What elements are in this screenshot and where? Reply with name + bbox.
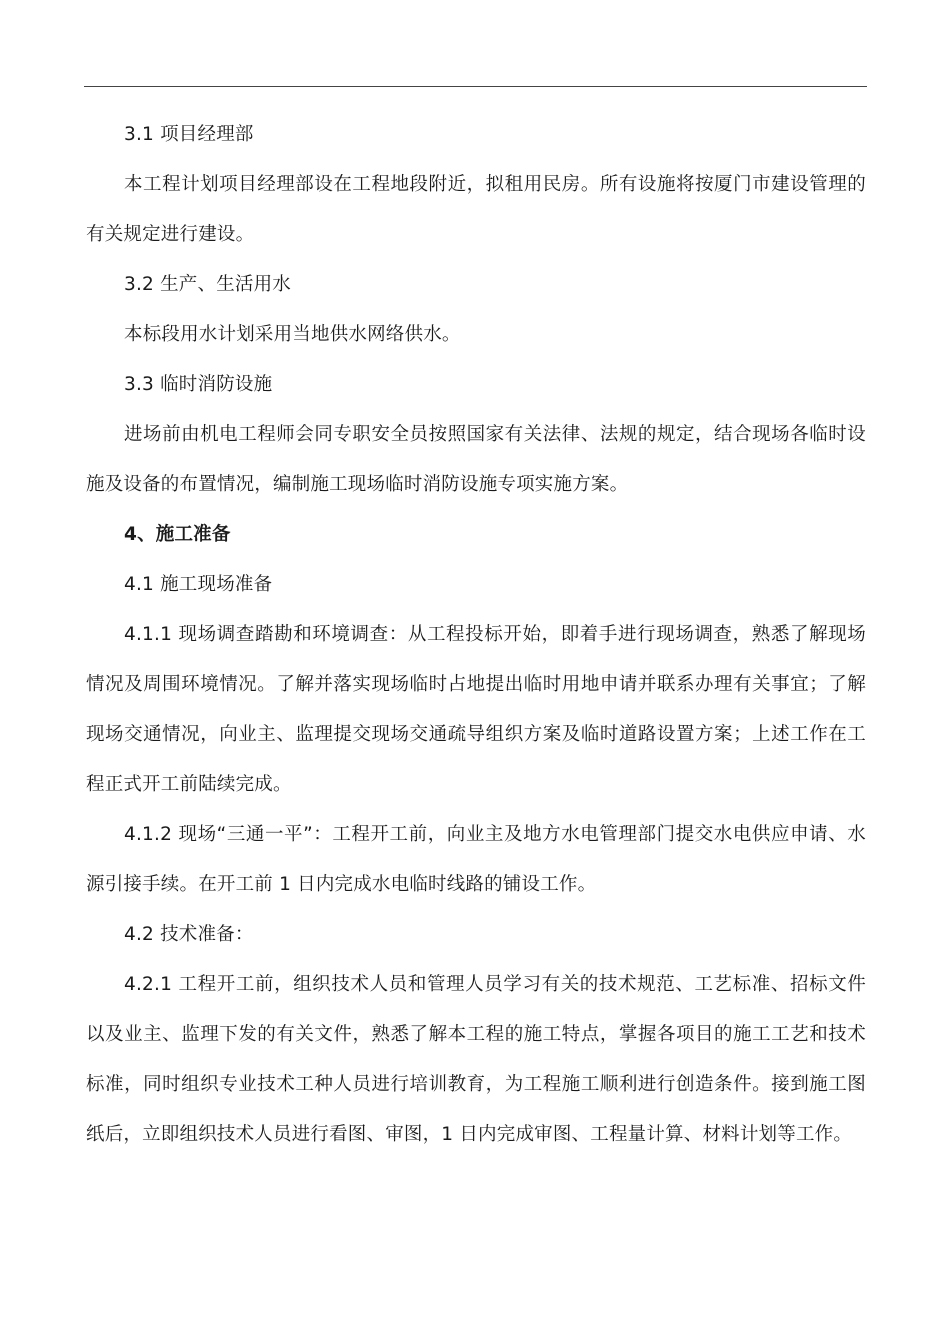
- heading-3-1: 3.1 项目经理部: [124, 124, 254, 145]
- paragraph-fire-protection: 进场前由机电工程师会同专职安全员按照国家有关法律、法规的规定，结合现场各临时设施及设备的布置情况，编制施工现场临时消防设施专项实施方案。: [86, 424, 866, 495]
- paragraph-4-2-1: 4.2.1 工程开工前，组织技术人员和管理人员学习有关的技术规范、工艺标准、招标文件以及业主、监理下发的有关文件，熟悉了解本工程的施工特点，掌握各项目的施工工艺和技术标准，同时组织专业技术工种人员进行培训教育，为工程施工顺利进行创造条件。接到施工图纸后，立即组织技术人员进行看图、审图，1 日内完成审图、工程量计算、材料计划等工作。: [86, 974, 866, 1145]
- paragraph-water-supply: 本标段用水计划采用当地供水网络供水。: [124, 324, 461, 345]
- heading-3-2: 3.2 生产、生活用水: [124, 274, 292, 295]
- heading-4-2: 4.2 技术准备：: [124, 924, 254, 945]
- document-body: [86, 110, 866, 1160]
- heading-3-3: 3.3 临时消防设施: [124, 374, 273, 395]
- header-rule: [84, 86, 867, 87]
- paragraph-4-1-1: 4.1.1 现场调查踏勘和环境调查：从工程投标开始，即着手进行现场调查，熟悉了解现场情况及周围环境情况。了解并落实现场临时占地提出临时用地申请并联系办理有关事宜；了解现场交通情况，向业主、监理提交现场交通疏导组织方案及临时道路设置方案；上述工作在工程正式开工前陆续完成。: [86, 624, 866, 795]
- paragraph-4-1-2: 4.1.2 现场“三通一平”：工程开工前，向业主及地方水电管理部门提交水电供应申请、水源引接手续。在开工前 1 日内完成水电临时线路的铺设工作。: [86, 824, 866, 895]
- heading-4-1: 4.1 施工现场准备: [124, 574, 273, 595]
- paragraph-project-office: 本工程计划项目经理部设在工程地段附近，拟租用民房。所有设施将按厦门市建设管理的有关规定进行建设。: [86, 174, 866, 245]
- heading-4: 4、施工准备: [124, 524, 231, 545]
